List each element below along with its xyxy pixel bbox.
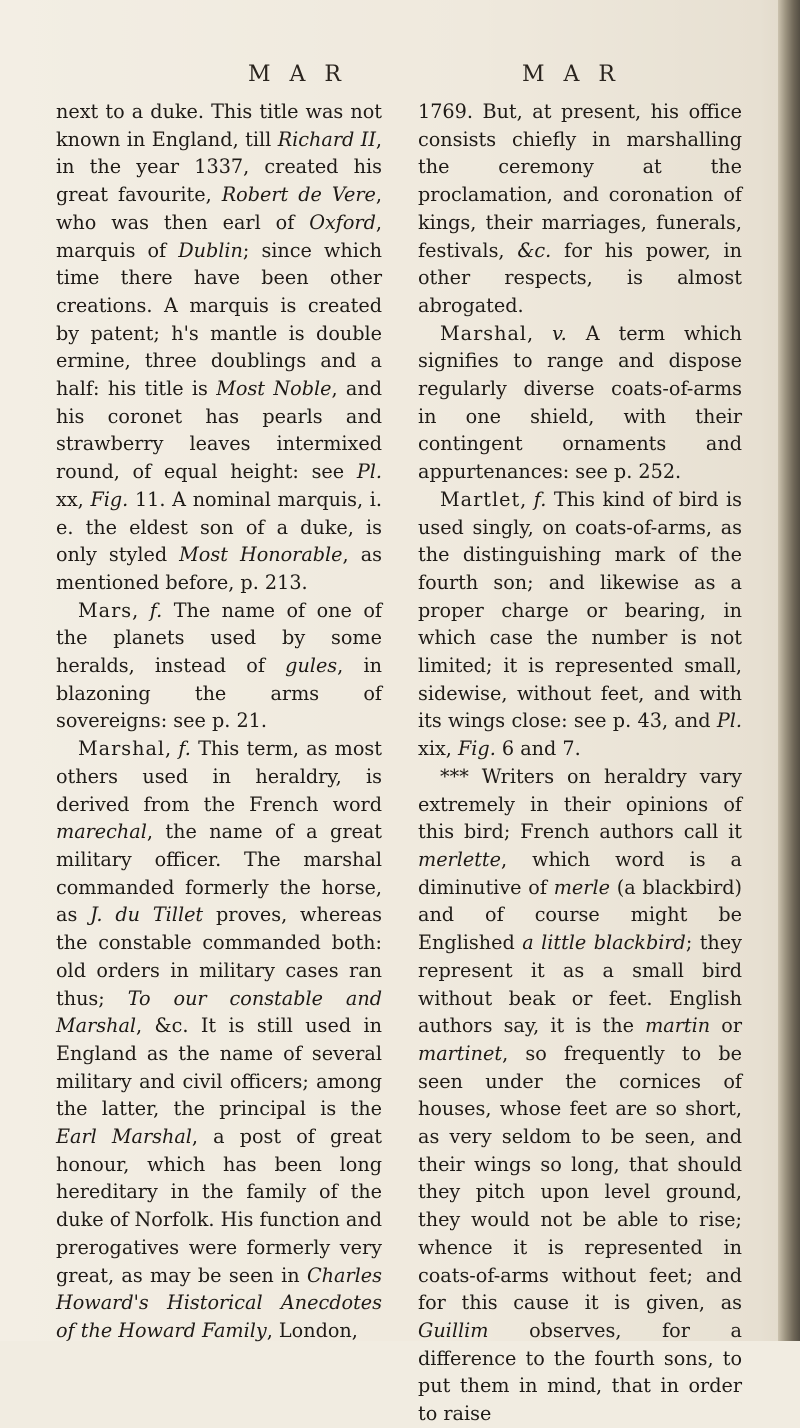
text-run: , bbox=[165, 737, 179, 761]
italic-text: Oxford bbox=[309, 210, 376, 234]
italic-text: Fig. bbox=[90, 487, 129, 511]
italic-text: f. bbox=[149, 598, 163, 622]
paragraph bbox=[418, 763, 742, 1428]
text-run: , bbox=[132, 598, 150, 622]
text-run: or bbox=[710, 1014, 742, 1038]
italic-text: a little blackbird bbox=[522, 931, 686, 955]
paragraph bbox=[418, 320, 742, 486]
italic-text: J. du Tillet bbox=[90, 903, 204, 927]
text-run: 11. A nominal marquis, i. e. the eldest son of a duke, is only styled bbox=[56, 487, 383, 567]
paragraph bbox=[418, 486, 742, 763]
paragraph bbox=[56, 597, 382, 736]
paragraph bbox=[56, 735, 382, 1344]
text-run: ; since which time there have been other creations. A marquis is created by patent; h's mantle is double ermine, three doublings and a half: his title is bbox=[56, 238, 382, 401]
text-run: , in blazoning the arms of sovereigns: see p. 21. bbox=[56, 654, 382, 733]
text-run: , a post of great honour, which has been long hereditary in the family of the duke of Norfolk. His function and prerogatives were formerly very great, as may be seen in bbox=[56, 1125, 382, 1287]
running-head-left: M A R bbox=[248, 62, 347, 87]
italic-text: merle bbox=[553, 875, 610, 899]
running-head-right: M A R bbox=[522, 62, 621, 87]
italic-text: Pl. bbox=[716, 709, 742, 733]
text-run: , who was then earl of bbox=[56, 183, 382, 234]
italic-text: Fig. bbox=[457, 737, 496, 761]
italic-text: martinet bbox=[418, 1041, 503, 1065]
italic-text: Dublin bbox=[178, 238, 243, 262]
text-run: observes, for a difference to the fourth sons, to put them in mind, that in order to raise bbox=[418, 1318, 742, 1426]
text-run: for his power, in other respects, is almost abrogated. bbox=[418, 238, 742, 317]
text-run: , London, bbox=[266, 1318, 358, 1342]
italic-text: marechal bbox=[56, 820, 147, 844]
italic-text: Guillim bbox=[418, 1318, 489, 1342]
text-run: *** Writers on heraldry vary extremely in their opinions of this bird; French authors call it bbox=[418, 764, 742, 844]
text-run: , the name of a great military officer. The marshal commanded formerly the horse, as bbox=[56, 820, 382, 927]
text-run: next to a duke. This title was not known in England, till bbox=[56, 100, 382, 151]
text-run: , which word is a diminutive of bbox=[418, 847, 742, 899]
text-run: xx, bbox=[56, 487, 91, 511]
italic-text: Charles Howard's Historical Anecdotes of the Howard Family bbox=[56, 1263, 382, 1342]
text-run: 1769. But, at present, his office consists chiefly in marshalling the ceremony at the proclamation, and coronation of kings, their marriages, funerals, festivals, bbox=[418, 100, 742, 262]
italic-text: Richard II bbox=[277, 127, 376, 151]
text-run: This kind of bird is used singly, on coats-of-arms, as the distinguishing mark of the fourth son; and likewise as a proper charge or bearing, in which case the number is not limited; it is represented small, sidewise, without feet, and with its wings close: see p. 43, and bbox=[418, 487, 742, 733]
italic-text: Most Honorable bbox=[179, 543, 343, 567]
text-run: xix, bbox=[418, 737, 458, 761]
text-run: ; they represent it as a small bird without beak or feet. English authors say, it is the bbox=[418, 931, 742, 1038]
left-column bbox=[56, 98, 383, 1342]
paragraph bbox=[418, 98, 742, 320]
italic-text: &c. bbox=[517, 238, 552, 262]
text-run: , so frequently to be seen under the cornices of houses, whose feet are so short, as very seldom to be seen, and their wings so long, that should they pitch upon level ground, they would not be able to rise; whence it is represented in coats-of-arms without feet; and for this cause it is given, as bbox=[418, 1041, 742, 1315]
text-run: , bbox=[527, 321, 553, 345]
text-run: , &c. It is still used in England as the name of several military and civil officers; among the latter, the principal is the bbox=[56, 1014, 382, 1121]
text-run: A term which signifies to range and dispose regularly diverse coats-of-arms in one shield, with their contingent ornaments and appurtenances: see p. 252. bbox=[418, 321, 743, 484]
text-run: The name of one of the planets used by some heralds, instead of bbox=[56, 598, 382, 678]
text-run: , as mentioned before, p. 213. bbox=[56, 543, 382, 594]
italic-text: f. bbox=[178, 737, 191, 761]
text-run: , marquis of bbox=[56, 210, 382, 262]
entry-headword: Mars bbox=[78, 598, 133, 622]
text-run: This term, as most others used in heraldry, is derived from the French word bbox=[56, 737, 382, 816]
text-run: , bbox=[520, 487, 534, 511]
entry-headword: Marshal bbox=[78, 737, 166, 761]
page-edge-shadow bbox=[778, 0, 800, 1341]
italic-text: Robert de Vere bbox=[221, 183, 376, 207]
right-column bbox=[418, 98, 743, 1426]
italic-text: f. bbox=[533, 487, 547, 511]
italic-text: gules bbox=[285, 654, 338, 678]
italic-text: v. bbox=[552, 321, 567, 345]
text-run: , in the year 1337, created his great favourite, bbox=[56, 127, 383, 207]
text-run: , and his coronet has pearls and strawberry leaves intermixed round, of equal height: see bbox=[56, 377, 382, 484]
italic-text: Pl. bbox=[356, 460, 382, 484]
italic-text: martin bbox=[645, 1014, 711, 1038]
entry-headword: Marshal bbox=[440, 321, 528, 345]
text-run: (a blackbird) and of course might be Englished bbox=[418, 875, 743, 955]
italic-text: Most Noble bbox=[216, 377, 332, 401]
italic-text: Earl Marshal bbox=[56, 1125, 192, 1149]
paragraph bbox=[56, 98, 382, 597]
entry-headword: Martlet bbox=[440, 487, 521, 511]
italic-text: merlette bbox=[418, 847, 501, 871]
text-run: proves, whereas the constable commanded both: old orders in military cases ran thus; bbox=[56, 903, 382, 1010]
italic-text: To our constable and Marshal bbox=[56, 986, 383, 1038]
text-run: 6 and 7. bbox=[495, 737, 581, 761]
